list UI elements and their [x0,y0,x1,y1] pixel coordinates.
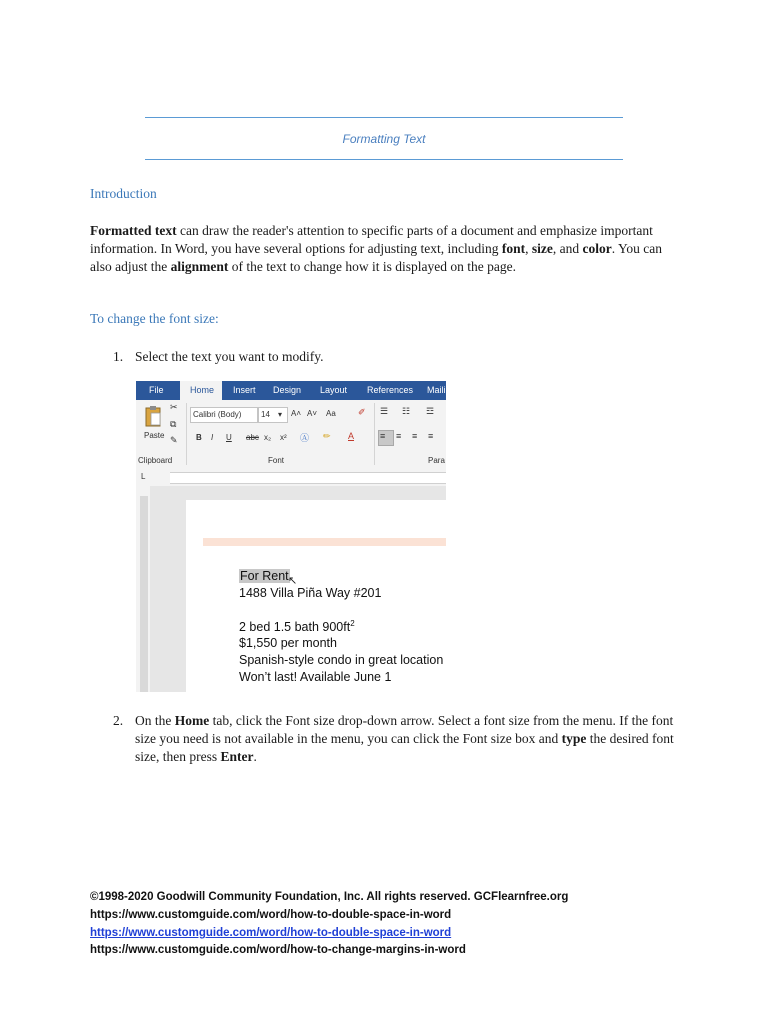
clear-formatting-icon[interactable]: ✐ [358,407,366,417]
step-text-part: On the [135,713,175,728]
superscript-button[interactable]: x² [280,433,287,442]
header-shading-bar [203,538,446,546]
header-rule-bottom [145,159,623,160]
cursor-icon: ↖ [288,575,298,587]
intro-heading: Introduction [90,186,157,201]
step-number: 2. [113,713,124,728]
paragraph-group-label: Para [428,456,445,465]
doc-line-title[interactable]: For Rent [240,569,289,583]
copy-icon[interactable]: ⧉ [170,419,177,429]
step-text-part: tab, click the Font size drop-down arrow. Select a font size from the menu. If the font size you need is not available in the menu, you can click the Font size box and [135,713,674,747]
vertical-ruler[interactable] [136,486,150,692]
font-group-label: Font [268,456,285,465]
tab-file[interactable]: File [149,385,164,395]
step-text-part: . [253,749,257,765]
tab-references[interactable]: References [367,385,414,395]
intro-text: of the text to change how it is displayed on the page. [228,259,516,275]
intro-paragraph [90,222,675,277]
footer-copyright: ©1998-2020 Goodwill Community Foundation, Inc. All rights reserved. GCFlearnfree.org [90,891,569,903]
bullets-icon[interactable]: ☰ [380,406,389,416]
footer-link-double-space[interactable]: https://www.customguide.com/word/how-to-double-space-in-word [90,927,452,939]
term-enter: Enter [220,749,254,765]
step-text [135,712,675,767]
term-color: color [582,241,612,257]
term-size: size [531,241,553,257]
paste-label[interactable]: Paste [144,431,165,440]
highlight-color-icon[interactable]: ✏ [323,431,331,441]
font-color-icon[interactable]: A [348,431,355,441]
doc-specs-text: 2 bed 1.5 bath 900ft [239,620,351,635]
tab-selector-icon[interactable]: L [141,472,146,481]
cut-icon[interactable]: ✂ [170,402,178,412]
paste-icon[interactable] [144,405,162,427]
tab-home[interactable]: Home [190,385,215,395]
horizontal-ruler[interactable] [136,468,446,486]
section-heading: To change the font size: [90,311,219,326]
clipboard-group-label: Clipboard [138,456,173,465]
strikethrough-button[interactable]: abc [246,433,259,442]
tab-design[interactable]: Design [273,385,302,395]
vertical-ruler-strip [140,496,148,692]
term-formatted-text: Formatted text [90,223,177,238]
page-header-title: Formatting Text [342,132,426,146]
tab-insert[interactable]: Insert [233,385,256,395]
term-alignment: alignment [170,259,229,275]
doc-line-price[interactable]: $1,550 per month [239,636,337,650]
numbering-icon[interactable]: ☷ [402,406,411,416]
tab-layout[interactable]: Layout [320,385,348,395]
font-size-value: 14 [261,410,270,419]
change-case-button[interactable]: Aa [326,409,336,418]
word-screenshot [136,381,446,692]
ribbon-body [136,400,446,469]
intro-text: , [525,241,532,257]
ribbon-tab-bar [136,381,446,400]
term-font: font [501,241,526,257]
underline-button[interactable]: U [226,433,232,442]
bold-button[interactable]: B [196,433,202,442]
doc-specs-superscript: 2 [350,619,355,628]
subscript-button[interactable]: x₂ [264,433,272,442]
justify-icon[interactable]: ≡ [428,431,434,441]
step-text: Select the text you want to modify. [135,349,324,364]
doc-line-availability[interactable]: Won’t last! Available June 1 [239,670,392,684]
intro-text: can draw the reader's attention to specific parts of a document and emphasize important information. In Word, you have several options for adjusting text, including [90,223,653,257]
align-center-icon[interactable]: ≡ [396,431,402,441]
step-text-part: the desired font size, then press [135,731,674,765]
italic-button[interactable]: I [211,433,214,442]
ruler-strip [170,472,446,484]
align-left-icon: ≡ [380,431,386,441]
text-effects-icon[interactable]: Ⓐ [300,433,310,443]
grow-font-button[interactable]: A˄ [291,409,302,418]
header-rule-top [145,117,623,118]
align-right-icon[interactable]: ≡ [412,431,418,441]
doc-line-address[interactable]: 1488 Villa Piña Way #201 [239,586,382,600]
chevron-down-icon[interactable]: ▾ [278,410,283,419]
tab-mailings[interactable]: Maili [427,385,446,395]
doc-line-description[interactable]: Spanish-style condo in great location [239,653,444,667]
font-name-value: Calibri (Body) [193,410,242,419]
group-separator [374,403,375,465]
doc-line-specs[interactable] [239,619,355,634]
multilevel-list-icon[interactable]: ☲ [426,406,435,416]
font-size-box[interactable] [258,407,288,423]
shrink-font-button[interactable]: A˅ [307,409,318,418]
footer-url-margins: https://www.customguide.com/word/how-to-change-margins-in-word [90,944,466,956]
font-name-box[interactable] [190,407,258,423]
intro-text: , and [552,241,583,257]
step-number: 1. [113,349,124,364]
footer-url-1: https://www.customguide.com/word/how-to-double-space-in-word [90,909,452,921]
term-type: type [561,731,587,747]
format-painter-icon[interactable]: ✎ [170,435,178,445]
term-home: Home [174,713,210,728]
group-separator [186,403,187,465]
intro-text: . You can also adjust the [90,241,662,275]
